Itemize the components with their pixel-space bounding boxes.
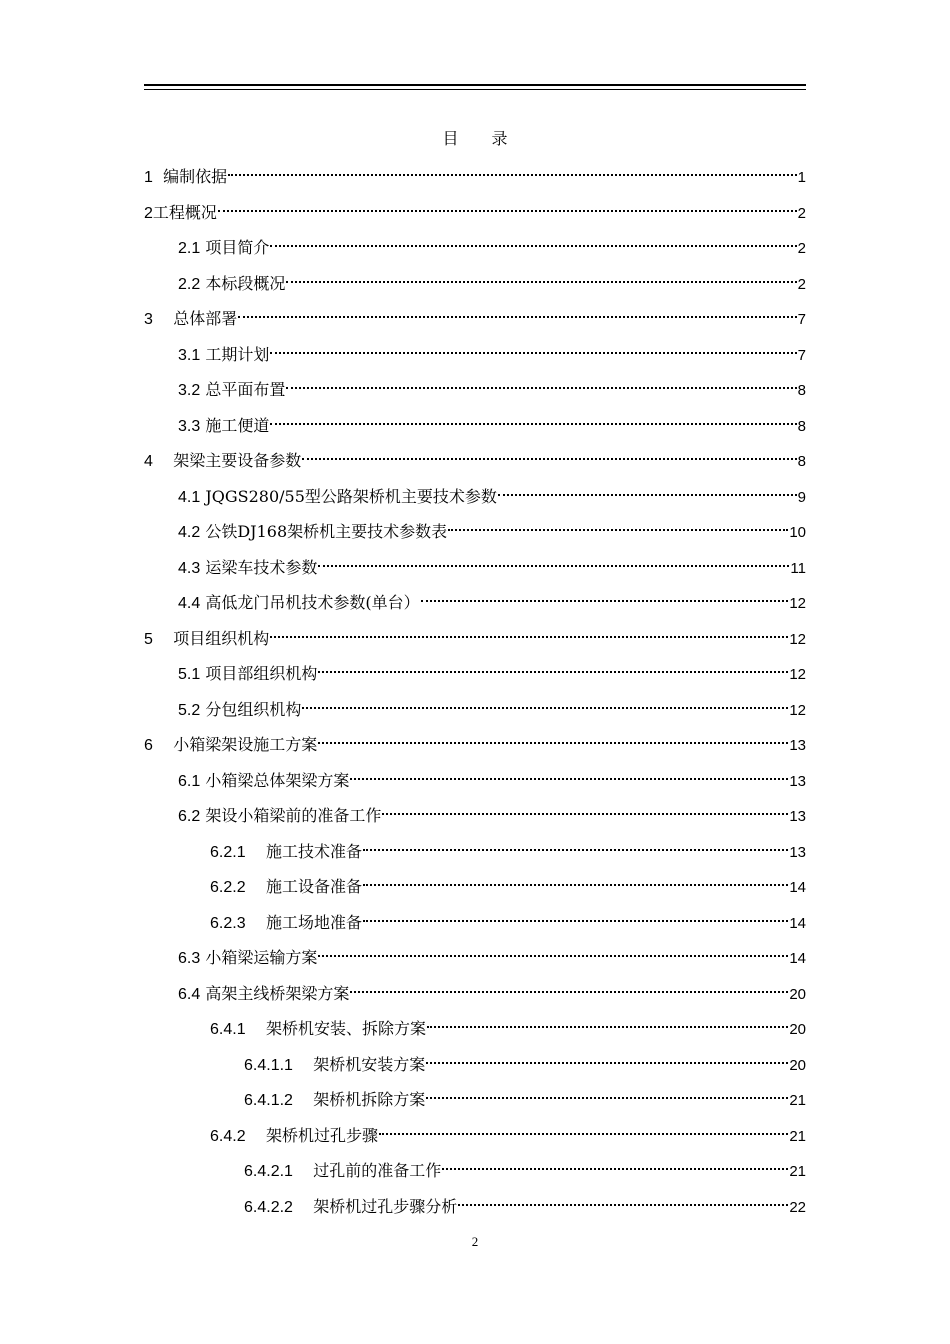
toc-entry-number: 6.2 [178,808,201,825]
toc-entry-number: 6.3 [178,950,201,967]
toc-entry-label [210,1124,378,1149]
toc-entry-number: 3.2 [178,382,201,399]
toc-entry-page: 10 [789,524,806,541]
toc-entry-title: 架设小箱梁前的准备工作 [205,806,382,825]
toc-dot-leader [228,158,797,182]
toc-entry-title: 小箱梁运输方案 [205,948,318,967]
toc-entry-number: 6.4.2.1 [244,1163,293,1180]
toc-dot-leader [350,762,788,786]
toc-entry-number: 6.4 [178,985,201,1003]
toc-entry-label [178,591,420,616]
toc-entry-number: 6.1 [178,772,201,790]
toc-dot-leader [238,300,796,324]
toc-entry-label [178,485,497,510]
toc-entry[interactable] [144,158,806,186]
toc-entry[interactable] [178,975,806,1003]
toc-entry[interactable] [178,229,806,257]
toc-entry-label [210,1017,426,1042]
toc-entry[interactable] [178,265,806,293]
toc-entry-page: 12 [789,595,806,612]
toc-entry[interactable] [178,478,806,506]
toc-entry-page: 7 [797,346,806,364]
toc-entry[interactable] [144,194,806,222]
toc-entry-label [178,946,317,971]
toc-entry-number: 4 [144,453,153,470]
toc-dot-leader [318,549,789,573]
toc-entry-title: 架桥机拆除方案 [313,1090,426,1109]
toc-entry-number: 6 [144,737,153,754]
page-number: 2 [471,1234,479,1249]
toc-entry-number: 4.1 [178,488,201,506]
toc-dot-leader [442,1152,788,1176]
toc-entry-number: 6.2.2 [210,879,246,896]
toc-dot-leader [270,229,796,253]
toc-entry-label [178,343,269,368]
toc-entry-page: 20 [789,985,806,1003]
toc-dot-leader [363,868,788,892]
toc-entry-title: 施工设备准备 [265,877,362,896]
toc-entry-title: 小箱梁架设施工方案 [173,735,318,754]
toc-entry-label [178,982,349,1007]
toc-entry[interactable] [210,833,806,861]
toc-entry[interactable] [178,939,806,967]
toc-dot-leader [427,1010,788,1034]
toc-entry[interactable] [178,371,806,399]
toc-entry-number: 2.2 [178,275,201,293]
toc-entry-number: 2.1 [178,240,201,257]
toc-entry[interactable] [178,797,806,825]
toc-dot-leader [318,655,788,679]
toc-entry-title: 架桥机过孔步骤分析 [313,1196,458,1216]
toc-entry[interactable] [178,336,806,364]
toc-entry-page: 12 [789,666,806,683]
toc-entry-page: 21 [789,1127,806,1145]
toc-entry-title: 编制依据 [163,167,228,186]
toc-entry[interactable] [244,1188,806,1216]
toc-entry-number: 6.2.1 [210,843,246,861]
toc-entry-label [178,662,317,687]
toc-entry[interactable] [144,620,806,648]
toc-entry-page: 8 [797,453,806,470]
toc-entry-number: 6.4.1.1 [244,1056,293,1074]
toc-entry-number: 6.4.1 [210,1021,246,1038]
toc-entry-title: 工程概况 [152,202,217,222]
toc-entry[interactable] [244,1081,806,1109]
toc-entry-page: 21 [789,1092,806,1109]
toc-entry-page: 8 [797,417,806,435]
toc-entry-label [178,698,301,723]
toc-dot-leader [363,904,788,928]
toc-entry-title: 施工技术准备 [265,841,362,861]
toc-entry[interactable] [144,726,806,754]
toc-dot-leader [218,194,797,218]
toc-entry-page: 13 [789,843,806,861]
toc-entry-page: 20 [789,1056,806,1074]
toc-entry-title: 施工便道 [205,415,270,435]
toc-entry-number: 4.2 [178,524,201,541]
toc-entry-label [144,449,301,474]
toc-entry-number: 4.4 [178,595,201,612]
toc-entry-title: 架桥机过孔步骤 [265,1125,378,1145]
toc-entry-label [178,556,317,581]
toc-dot-leader [350,975,788,999]
toc-entry-page: 7 [797,311,806,328]
toc-entry-label [144,201,217,226]
toc-entry-number: 3 [144,311,153,328]
toc-entry-label [144,165,227,190]
toc-entry-title: 公铁DJ168架桥机主要技术参数表 [205,522,448,541]
toc-entry-label [178,236,269,261]
toc-entry[interactable] [210,904,806,932]
toc-entry-title: 项目简介 [205,238,270,257]
toc-entry-title: 高架主线桥架梁方案 [205,983,350,1003]
toc-entry-title: 架桥机安装、拆除方案 [265,1019,426,1038]
toc-dot-leader [421,584,789,608]
toc-dot-leader [286,265,796,289]
toc-entry-title: 运梁车技术参数 [205,557,318,577]
toc-entry-page: 2 [797,204,806,222]
toc-entry-number: 2 [144,204,153,222]
toc-entry-label [144,627,269,652]
toc-entry-page: 12 [789,701,806,719]
toc-entry-title: 总平面布置 [205,380,286,399]
toc-dot-leader [270,407,796,431]
toc-entry-label [178,769,349,794]
toc-dot-leader [270,336,796,360]
toc-entry-title: 架梁主要设备参数 [173,451,302,470]
toc-entry-number: 6.2.3 [210,914,246,932]
toc-dot-leader [286,371,796,395]
toc-entry-label [178,272,285,297]
toc-entry-label [244,1195,457,1220]
toc-entry-label [144,307,237,332]
toc-entry-title: 分包组织机构 [205,699,302,719]
toc-entry-page: 8 [797,382,806,399]
toc-entry-page: 11 [790,559,806,577]
toc-entry-label [210,911,362,936]
toc-entry[interactable] [178,407,806,435]
toc-entry-label [178,520,447,545]
toc-entry-title: 施工场地准备 [265,912,362,932]
toc-dot-leader [426,1046,788,1070]
toc-entry[interactable] [144,442,806,470]
toc-entry-page: 2 [797,240,806,257]
toc-entry-title: JQGS280/55型公路架桥机主要技术参数 [205,486,497,506]
toc-entry[interactable] [178,655,806,683]
toc-entry-title: 过孔前的准备工作 [313,1161,442,1180]
toc-entry-number: 4.3 [178,559,201,577]
toc-entry[interactable] [210,868,806,896]
toc-entry-title: 工期计划 [205,344,270,364]
toc-dot-leader [318,726,788,750]
toc-dot-leader [458,1188,788,1212]
toc-entry[interactable] [210,1010,806,1038]
toc-entry-page: 20 [789,1021,806,1038]
toc-entry[interactable] [244,1046,806,1074]
toc-entry-page: 12 [789,630,806,648]
toc-entry-title: 项目组织机构 [173,628,270,648]
toc-entry-page: 14 [789,950,806,967]
toc-entry-label [144,733,317,758]
toc-entry-page: 9 [797,488,806,506]
toc-entry-number: 3.3 [178,417,201,435]
toc-entry-title: 架桥机安装方案 [313,1054,426,1074]
toc-entry-number: 6.4.2.2 [244,1198,293,1216]
toc-title: 目 录 [442,129,522,148]
toc-entry-label [178,378,285,403]
toc-entry[interactable] [144,300,806,328]
toc-dot-leader [318,939,788,963]
toc-entry-page: 13 [789,772,806,790]
toc-entry[interactable] [178,584,806,612]
toc-dot-leader [302,442,796,466]
toc-entry[interactable] [244,1152,806,1180]
toc-dot-leader [448,513,788,537]
toc-entry-number: 5.1 [178,666,201,683]
toc-entry-title: 高低龙门吊机技术参数(单台） [205,593,420,612]
toc-entry[interactable] [178,549,806,577]
toc-entry[interactable] [210,1117,806,1145]
toc-entry[interactable] [178,691,806,719]
toc-entry-number: 3.1 [178,346,201,364]
toc-entry-page: 1 [797,169,806,186]
toc-entry-title: 项目部组织机构 [205,664,318,683]
toc-entry-label [210,875,362,900]
toc-entry-number: 5.2 [178,701,201,719]
toc-dot-leader [379,1117,788,1141]
toc-entry-title: 总体部署 [173,309,238,328]
toc-entry-label [244,1053,425,1078]
toc-entry-label [210,840,362,865]
toc-entry-page: 14 [789,879,806,896]
toc-entry-page: 22 [789,1198,806,1216]
toc-entry-title: 小箱梁总体架梁方案 [205,770,350,790]
toc-entry-label [178,414,269,439]
toc-entry-page: 13 [789,737,806,754]
toc-entry-number: 5 [144,630,153,648]
toc-dot-leader [363,833,788,857]
toc-dot-leader [382,797,788,821]
toc-entry-label [244,1159,441,1184]
toc-entry-number: 1 [144,169,153,186]
toc-dot-leader [498,478,797,502]
toc-dot-leader [270,620,788,644]
toc-entry-page: 21 [789,1163,806,1180]
toc-entry-title: 本标段概况 [205,273,286,293]
toc-entry-page: 2 [797,275,806,293]
toc-entry-label [178,804,381,829]
toc-entry[interactable] [178,762,806,790]
toc-entry-number: 6.4.2 [210,1127,246,1145]
toc-entry[interactable] [178,513,806,541]
toc-entry-label [244,1088,425,1113]
toc-dot-leader [426,1081,788,1105]
toc-entry-page: 14 [789,914,806,932]
toc-dot-leader [302,691,788,715]
toc-entry-number: 6.4.1.2 [244,1092,293,1109]
toc-entry-page: 13 [789,808,806,825]
